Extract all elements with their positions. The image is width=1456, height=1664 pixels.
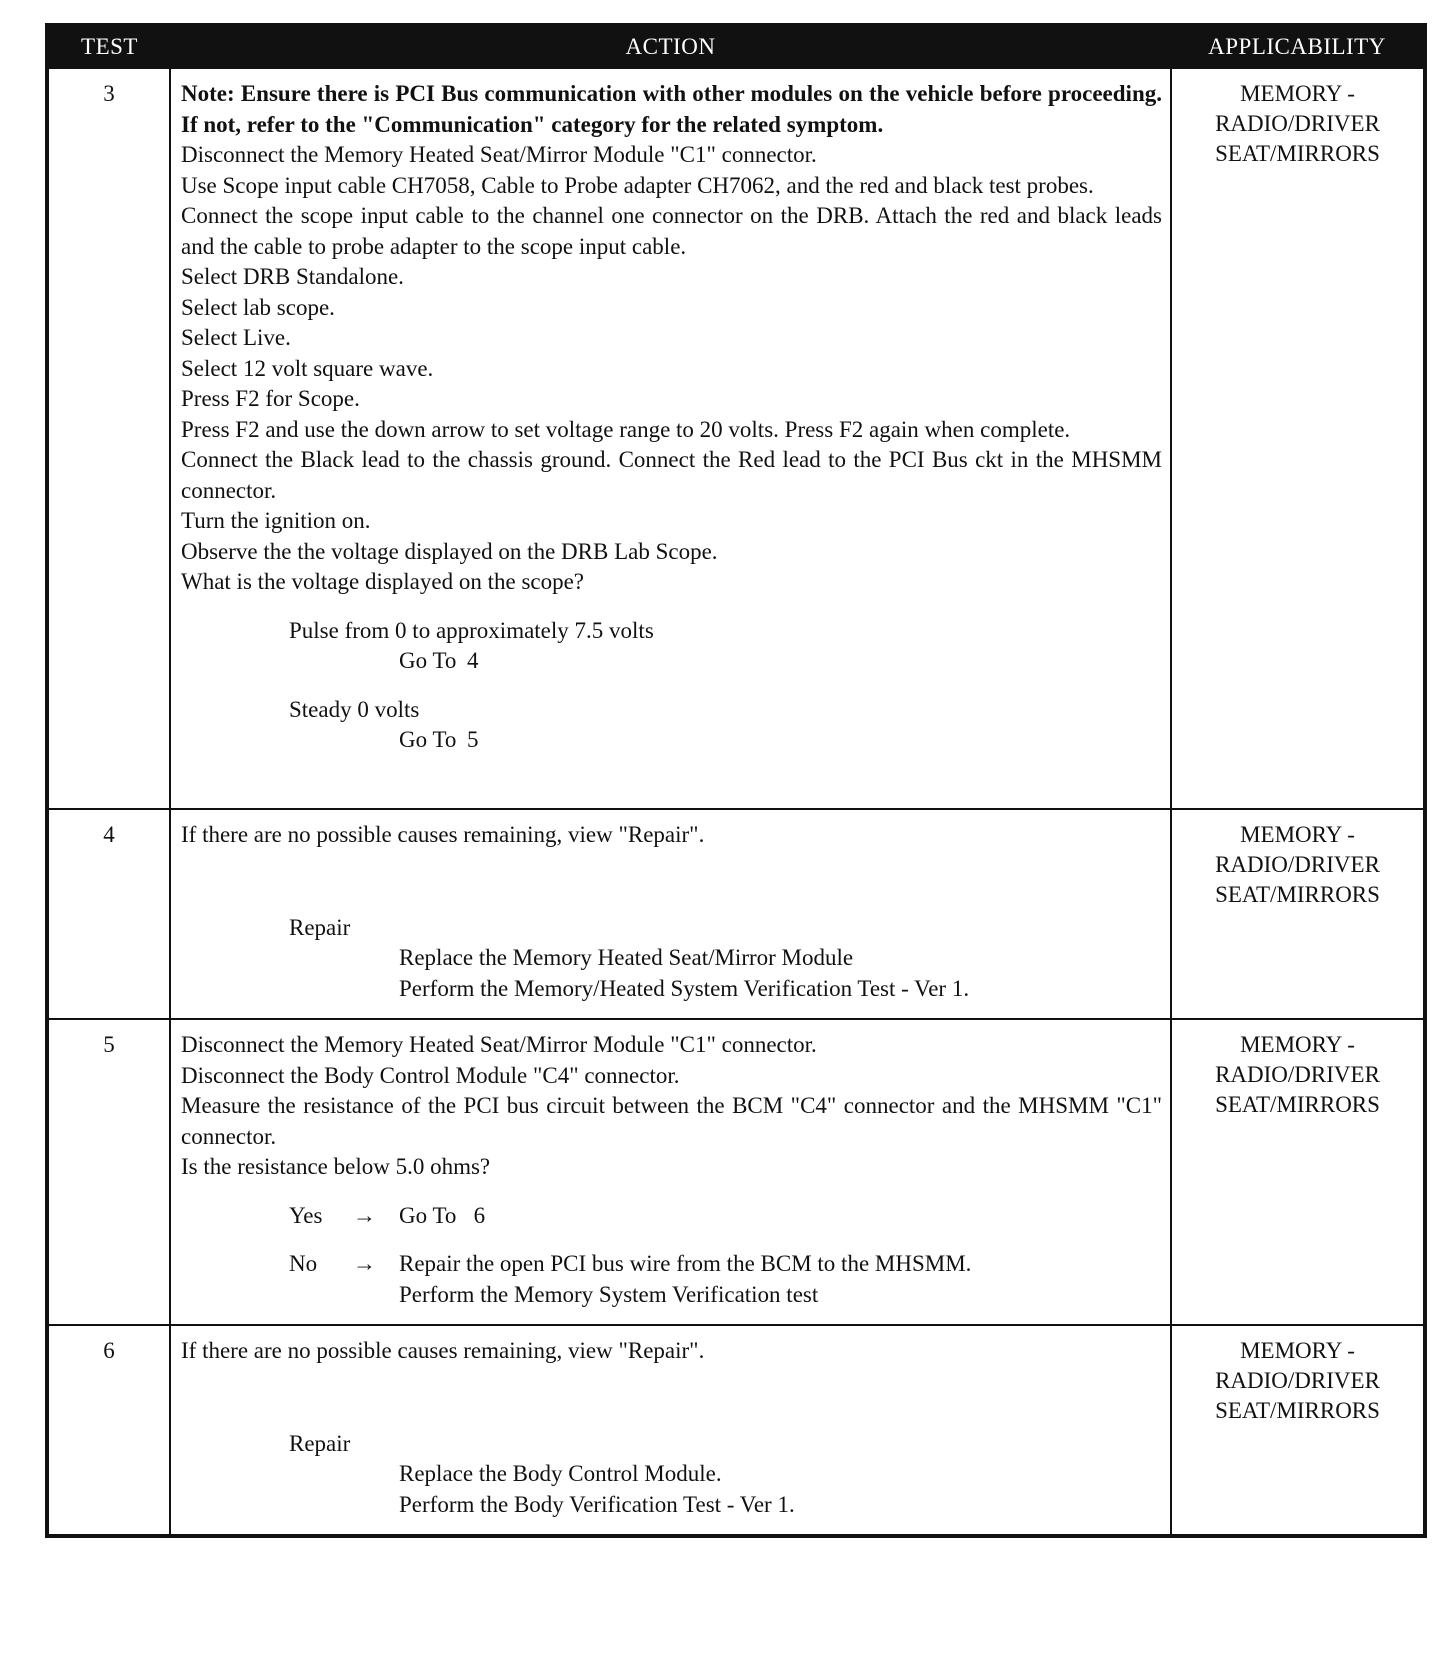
- applicability-line: SEAT/MIRRORS: [1215, 882, 1380, 907]
- applicability-line: RADIO/DRIVER: [1215, 111, 1380, 136]
- no-text: Perform the Memory System Verification test: [399, 1281, 819, 1307]
- intro-text: If there are no possible causes remaining, view "Repair".: [181, 1338, 705, 1363]
- applicability-line: MEMORY -: [1240, 1338, 1355, 1363]
- diagnostic-page: [45, 23, 1423, 1538]
- step-text: Select 12 volt square wave.: [181, 355, 434, 381]
- step-text: Select lab scope.: [181, 294, 335, 320]
- intro-text: If there are no possible causes remaining, view "Repair".: [181, 822, 705, 847]
- no-text: Repair the open PCI bus wire from the BCM to the MHSMM.: [399, 1251, 972, 1276]
- goto-line: [181, 725, 1162, 756]
- step-text: Is the resistance below 5.0 ohms?: [181, 1154, 491, 1179]
- repair-step: Replace the Body Control Module.: [399, 1461, 722, 1486]
- table-row-test-3: [47, 68, 1425, 809]
- step-text: Press F2 and use the down arrow to set voltage range to 20 volts. Press F2 again when complete.: [181, 416, 1071, 442]
- step-text: What is the voltage displayed on the scope?: [181, 569, 585, 594]
- applicability-line: RADIO/DRIVER: [1215, 852, 1380, 877]
- applicability-line: SEAT/MIRRORS: [1215, 141, 1380, 166]
- step-text: Select DRB Standalone.: [181, 264, 404, 289]
- applicability-line: MEMORY -: [1240, 1032, 1355, 1057]
- step-text: Use Scope input cable CH7058, Cable to Probe adapter CH7062, and the red and black test probes.: [181, 172, 1094, 198]
- action-cell: [170, 809, 1171, 1019]
- applicability-line: MEMORY -: [1240, 81, 1355, 106]
- applicability-line: RADIO/DRIVER: [1215, 1062, 1380, 1087]
- step-text: Disconnect the Memory Heated Seat/Mirror Module "C1" connector.: [181, 142, 817, 167]
- applicability-line: MEMORY -: [1240, 822, 1355, 847]
- goto-label: Go To: [399, 648, 457, 673]
- table-row-test-6: [47, 1325, 1425, 1536]
- header-test: TEST: [47, 25, 170, 68]
- header-action: ACTION: [170, 25, 1171, 68]
- repair-step: Perform the Body Verification Test - Ver 1.: [399, 1491, 795, 1517]
- yes-text: Go To 6: [399, 1202, 486, 1228]
- yes-label: Yes: [289, 1202, 323, 1228]
- applicability-cell: [1171, 1019, 1425, 1325]
- test-number: 5: [47, 1019, 170, 1325]
- applicability-line: SEAT/MIRRORS: [1215, 1398, 1380, 1423]
- action-cell: [170, 1019, 1171, 1325]
- step-text: Press F2 for Scope.: [181, 386, 360, 411]
- repair-label: Repair: [289, 1430, 351, 1456]
- no-answer: [181, 1249, 1162, 1310]
- table-row-test-5: [47, 1019, 1425, 1325]
- action-cell: [170, 68, 1171, 809]
- step-text: Turn the ignition on.: [181, 508, 371, 533]
- repair-step: Replace the Memory Heated Seat/Mirror Module: [399, 945, 854, 970]
- step-text: Observe the the voltage displayed on the DRB Lab Scope.: [181, 538, 718, 564]
- goto-target: 5: [467, 727, 479, 752]
- applicability-cell: [1171, 1325, 1425, 1536]
- yes-answer: [181, 1201, 1162, 1232]
- header-applicability: APPLICABILITY: [1171, 25, 1425, 68]
- table-row-test-4: [47, 809, 1425, 1019]
- applicability-line: RADIO/DRIVER: [1215, 1368, 1380, 1393]
- test-number: 4: [47, 809, 170, 1019]
- step-text: Connect the scope input cable to the channel one connector on the DRB. Attach the red and black leads and the cable to probe adapter to the scope input cable.: [181, 203, 1162, 259]
- repair-label: Repair: [289, 914, 351, 940]
- test-number: 6: [47, 1325, 170, 1536]
- step-text: Connect the Black lead to the chassis ground. Connect the Red lead to the PCI Bus ckt in the MHSMM connector.: [181, 447, 1162, 503]
- action-cell: [170, 1325, 1171, 1536]
- step-text: Measure the resistance of the PCI bus circuit between the BCM "C4" connector and the MHSMM "C1" connector.: [181, 1093, 1162, 1149]
- step-text: Disconnect the Body Control Module "C4" connector.: [181, 1062, 680, 1088]
- no-label: No: [289, 1251, 318, 1276]
- diagnostic-table: [45, 23, 1427, 1538]
- arrow-right-icon: →: [353, 1202, 376, 1228]
- test-number: 3: [47, 68, 170, 809]
- answer-label: Pulse from 0 to approximately 7.5 volts: [289, 617, 654, 643]
- applicability-cell: [1171, 809, 1425, 1019]
- answer-label: Steady 0 volts: [289, 696, 420, 722]
- repair-step: Perform the Memory/Heated System Verification Test - Ver 1.: [399, 975, 970, 1001]
- applicability-cell: [1171, 68, 1425, 809]
- table-header-row: [47, 25, 1425, 68]
- note-text: Note: Ensure there is PCI Bus communication with other modules on the vehicle before proceeding. If not, refer to the "Communication" category for the related symptom.: [181, 81, 1162, 137]
- step-text: Disconnect the Memory Heated Seat/Mirror Module "C1" connector.: [181, 1032, 817, 1057]
- goto-target: 4: [467, 648, 479, 673]
- arrow-right-icon: →: [353, 1251, 376, 1276]
- applicability-line: SEAT/MIRRORS: [1215, 1092, 1380, 1117]
- step-text: Select Live.: [181, 325, 291, 350]
- goto-label: Go To: [399, 727, 457, 752]
- goto-line: [181, 646, 1162, 677]
